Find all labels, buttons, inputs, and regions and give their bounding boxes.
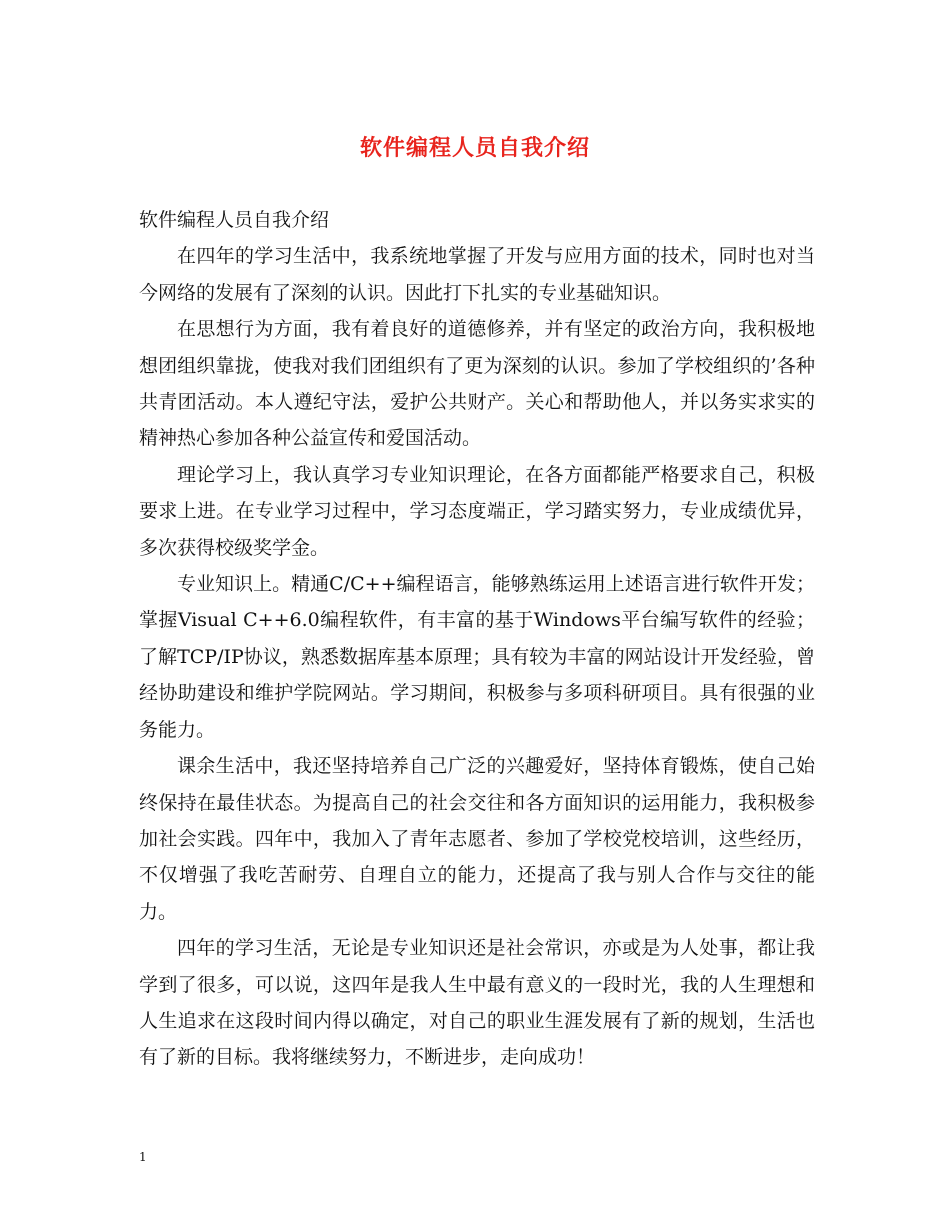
document-title: 软件编程人员自我介绍 bbox=[359, 136, 590, 161]
page-number: 1 bbox=[139, 1150, 147, 1164]
paragraph-extracurricular: 课余生活中，我还坚持培养自己广泛的兴趣爱好，坚持体育锻炼，使自己始终保持在最佳状态。为提高自己的社会交往和各方面知识的运用能力，我积极参加社会实践。四年中，我加入了青年志愿者、参加了学校党校培训，这些经历，不仅增强了我吃苦耐劳、自理自立的能力，还提高了我与别人合作与交往的能力。 bbox=[139, 755, 815, 923]
paragraph-conclusion: 四年的学习生活，无论是专业知识还是社会常识，亦或是为人处事，都让我学到了很多，可以说，这四年是我人生中最有意义的一段时光，我的人生理想和人生追求在这段时间内得以确定，对自己的职业生涯发展有了新的规划，生活也有了新的目标。我将继续努力，不断进步，走向成功！ bbox=[139, 937, 815, 1069]
document-subheading: 软件编程人员自我介绍 bbox=[139, 209, 330, 231]
paragraph-theory: 理论学习上，我认真学习专业知识理论，在各方面都能严格要求自己，积极要求上进。在专业学习过程中，学习态度端正，学习踏实努力，专业成绩优异，多次获得校级奖学金。 bbox=[139, 463, 815, 559]
paragraph-conduct: 在思想行为方面，我有着良好的道德修养，并有坚定的政治方向，我积极地想团组织靠拢，使我对我们团组织有了更为深刻的认识。参加了学校组织的’各种共青团活动。本人遵纪守法，爱护公共财产。关心和帮助他人，并以务实求实的精神热心参加各种公益宣传和爱国活动。 bbox=[139, 318, 815, 450]
document-body bbox=[139, 202, 815, 1076]
paragraph-study: 在四年的学习生活中，我系统地掌握了开发与应用方面的技术，同时也对当今网络的发展有了深刻的认识。因此打下扎实的专业基础知识。 bbox=[139, 245, 815, 304]
paragraph-skills: 专业知识上。精通C/C++编程语言，能够熟练运用上述语言进行软件开发；掌握Visual C++6.0编程软件，有丰富的基于Windows平台编写软件的经验；了解TCP/IP协议，熟悉数据库基本原理；具有较为丰富的网站设计开发经验，曾经协助建设和维护学院网站。学习期间，积极参与多项科研项目。具有很强的业务能力。 bbox=[139, 573, 815, 741]
